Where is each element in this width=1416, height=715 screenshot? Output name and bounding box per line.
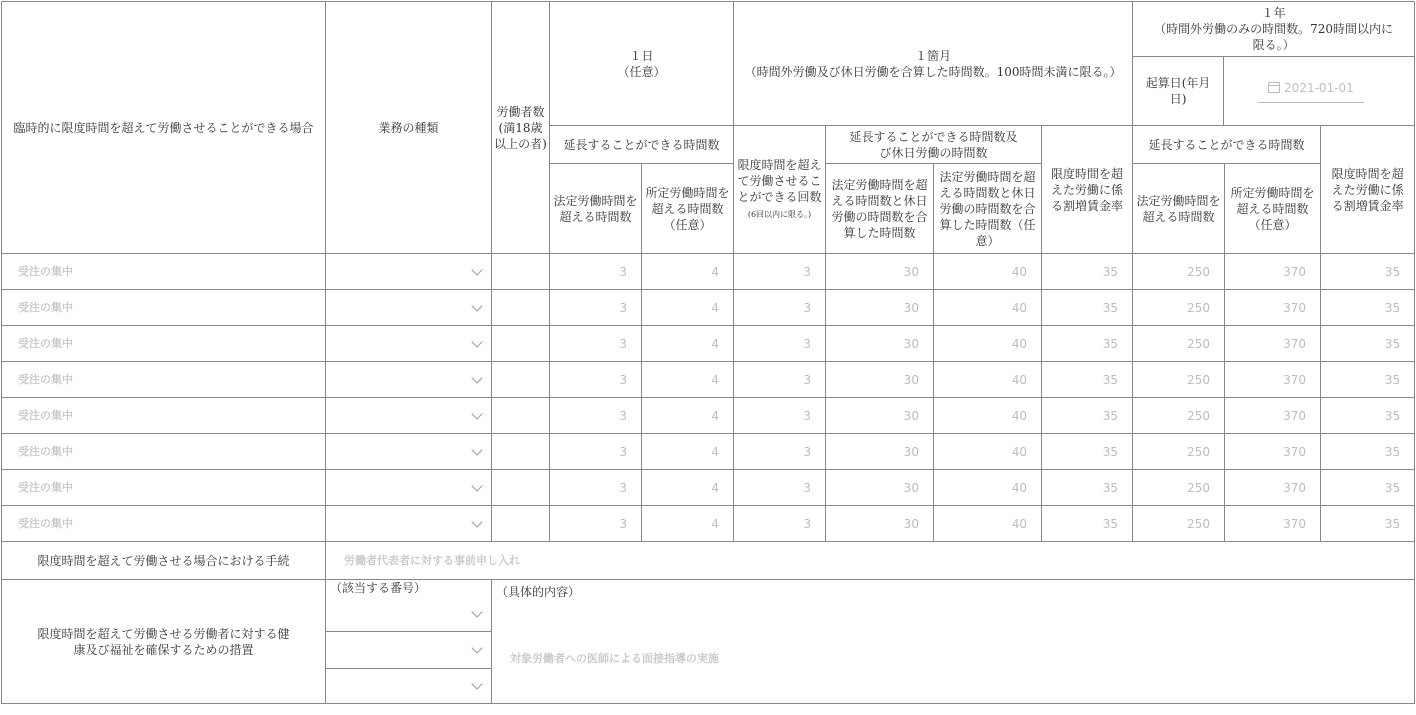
value-input-y-pres[interactable]: 370 bbox=[1225, 398, 1321, 434]
value-input-y-rate[interactable]: 35 bbox=[1321, 506, 1415, 542]
workers-input[interactable] bbox=[492, 290, 550, 326]
value-input-m-pres[interactable]: 40 bbox=[934, 290, 1042, 326]
table-row bbox=[2, 362, 1415, 398]
header-month-prescribed: 法定労働時間を超える時間数と休日労働の時間数を合算した時間数（任意） bbox=[934, 164, 1042, 254]
procedure-label: 限度時間を超えて労働させる場合における手続 bbox=[2, 542, 326, 580]
value-input-m-rate[interactable]: 35 bbox=[1042, 398, 1133, 434]
value-input-m-pres[interactable]: 40 bbox=[934, 470, 1042, 506]
health-number-label: （該当する番号） bbox=[330, 581, 427, 595]
workers-input[interactable] bbox=[492, 398, 550, 434]
value-input-y-pres[interactable]: 370 bbox=[1225, 254, 1321, 290]
overtime-agreement-table bbox=[1, 1, 1415, 704]
value-input-m-rate[interactable]: 35 bbox=[1042, 326, 1133, 362]
work-type-select[interactable] bbox=[326, 434, 492, 470]
work-type-select[interactable] bbox=[326, 470, 492, 506]
value-input-m-times[interactable]: 3 bbox=[734, 470, 826, 506]
value-input-y-rate[interactable]: 35 bbox=[1321, 398, 1415, 434]
value-input-m-times[interactable]: 3 bbox=[734, 434, 826, 470]
header-day-extend: 延長することができる時間数 bbox=[550, 126, 734, 164]
start-date-value: 2021-01-01 bbox=[1284, 80, 1354, 95]
value-input-m-pres[interactable]: 40 bbox=[934, 506, 1042, 542]
workers-input[interactable] bbox=[492, 470, 550, 506]
value-input-y-rate[interactable]: 35 bbox=[1321, 434, 1415, 470]
value-input-m-pres[interactable]: 40 bbox=[934, 326, 1042, 362]
workers-input[interactable] bbox=[492, 254, 550, 290]
case-input[interactable]: 受注の集中 bbox=[2, 290, 326, 326]
value-input-d-legal[interactable]: 3 bbox=[550, 362, 642, 398]
chevron-down-icon bbox=[471, 336, 482, 347]
work-type-select[interactable] bbox=[326, 254, 492, 290]
value-input-m-legal[interactable]: 30 bbox=[826, 434, 934, 470]
health-number-select-3[interactable] bbox=[326, 669, 492, 704]
value-input-y-legal[interactable]: 250 bbox=[1133, 290, 1225, 326]
value-input-d-legal[interactable]: 3 bbox=[550, 434, 642, 470]
table-row bbox=[2, 470, 1415, 506]
value-input-d-pres[interactable]: 4 bbox=[642, 254, 734, 290]
header-day-prescribed: 所定労働時間を超える時間数（任意） bbox=[642, 164, 734, 254]
health-detail-value: 対象労働者への医師による面接指導の実施 bbox=[510, 652, 719, 665]
chevron-down-icon bbox=[471, 606, 482, 617]
value-input-y-legal[interactable]: 250 bbox=[1133, 470, 1225, 506]
value-input-y-pres[interactable]: 370 bbox=[1225, 470, 1321, 506]
value-input-y-legal[interactable]: 250 bbox=[1133, 254, 1225, 290]
chevron-down-icon bbox=[471, 408, 482, 419]
table-row bbox=[2, 326, 1415, 362]
data-rows bbox=[2, 254, 1415, 542]
value-input-y-rate[interactable]: 35 bbox=[1321, 362, 1415, 398]
header-day-sub: （任意） bbox=[617, 64, 666, 79]
work-type-select[interactable] bbox=[326, 398, 492, 434]
value-input-m-rate[interactable]: 35 bbox=[1042, 470, 1133, 506]
case-input[interactable]: 受注の集中 bbox=[2, 434, 326, 470]
value-input-d-legal[interactable]: 3 bbox=[550, 290, 642, 326]
value-input-m-pres[interactable]: 40 bbox=[934, 434, 1042, 470]
value-input-m-rate[interactable]: 35 bbox=[1042, 506, 1133, 542]
case-input[interactable]: 受注の集中 bbox=[2, 326, 326, 362]
table-row bbox=[2, 398, 1415, 434]
chevron-down-icon bbox=[471, 642, 482, 653]
value-input-m-times[interactable]: 3 bbox=[734, 398, 826, 434]
case-input[interactable]: 受注の集中 bbox=[2, 398, 326, 434]
work-type-select[interactable] bbox=[326, 326, 492, 362]
work-type-select[interactable] bbox=[326, 290, 492, 326]
header-month-legal: 法定労働時間を超える時間数と休日労働の時間数を合算した時間数 bbox=[826, 164, 934, 254]
table-row bbox=[2, 506, 1415, 542]
health-number-select-2[interactable] bbox=[326, 632, 492, 669]
value-input-y-legal[interactable]: 250 bbox=[1133, 434, 1225, 470]
value-input-m-legal[interactable]: 30 bbox=[826, 398, 934, 434]
start-date-label: 起算日(年月日) bbox=[1133, 57, 1224, 125]
table-row bbox=[2, 290, 1415, 326]
case-input[interactable]: 受注の集中 bbox=[2, 362, 326, 398]
value-input-m-rate[interactable]: 35 bbox=[1042, 362, 1133, 398]
chevron-down-icon bbox=[471, 444, 482, 455]
value-input-y-pres[interactable]: 370 bbox=[1225, 290, 1321, 326]
value-input-d-pres[interactable]: 4 bbox=[642, 470, 734, 506]
value-input-d-legal[interactable]: 3 bbox=[550, 506, 642, 542]
header-work-type: 業務の種類 bbox=[326, 2, 492, 254]
case-input[interactable]: 受注の集中 bbox=[2, 254, 326, 290]
case-input[interactable]: 受注の集中 bbox=[2, 470, 326, 506]
value-input-m-legal[interactable]: 30 bbox=[826, 290, 934, 326]
work-type-select[interactable] bbox=[326, 506, 492, 542]
value-input-m-legal[interactable]: 30 bbox=[826, 254, 934, 290]
header-month bbox=[734, 2, 1133, 126]
value-input-m-times[interactable]: 3 bbox=[734, 290, 826, 326]
value-input-d-legal[interactable]: 3 bbox=[550, 326, 642, 362]
value-input-y-pres[interactable]: 370 bbox=[1225, 434, 1321, 470]
health-detail-input[interactable] bbox=[492, 580, 1415, 704]
procedure-input[interactable]: 労働者代表者に対する事前申し入れ bbox=[326, 542, 1415, 580]
value-input-d-legal[interactable]: 3 bbox=[550, 254, 642, 290]
value-input-y-legal[interactable]: 250 bbox=[1133, 398, 1225, 434]
calendar-icon bbox=[1268, 82, 1280, 93]
header-year-rate: 限度時間を超えた労働に係る割増賃金率 bbox=[1321, 126, 1415, 254]
header-year-legal: 法定労働時間を超える時間数 bbox=[1133, 164, 1225, 254]
workers-input[interactable] bbox=[492, 434, 550, 470]
header-month-rate: 限度時間を超えた労働に係る割増賃金率 bbox=[1042, 126, 1133, 254]
workers-input[interactable] bbox=[492, 326, 550, 362]
value-input-m-times[interactable]: 3 bbox=[734, 362, 826, 398]
health-number-select-1[interactable] bbox=[326, 580, 492, 632]
value-input-d-pres[interactable]: 4 bbox=[642, 326, 734, 362]
value-input-m-times[interactable]: 3 bbox=[734, 254, 826, 290]
value-input-m-rate[interactable]: 35 bbox=[1042, 434, 1133, 470]
value-input-y-legal[interactable]: 250 bbox=[1133, 362, 1225, 398]
value-input-d-pres[interactable]: 4 bbox=[642, 398, 734, 434]
chevron-down-icon bbox=[471, 300, 482, 311]
value-input-y-pres[interactable]: 370 bbox=[1225, 506, 1321, 542]
header-year bbox=[1133, 2, 1415, 126]
header-month-times bbox=[734, 126, 826, 254]
header-year-sub: （時間外労働のみの時間数。720時間以内に限る。） bbox=[1154, 22, 1394, 52]
value-input-m-pres[interactable]: 40 bbox=[934, 254, 1042, 290]
header-day bbox=[550, 2, 734, 126]
health-label: 限度時間を超えて労働させる労働者に対する健康及び福祉を確保するための措置 bbox=[2, 580, 326, 704]
value-input-y-pres[interactable]: 370 bbox=[1225, 326, 1321, 362]
header-day-legal: 法定労働時間を超える時間数 bbox=[550, 164, 642, 254]
value-input-m-rate[interactable]: 35 bbox=[1042, 290, 1133, 326]
value-input-y-rate[interactable]: 35 bbox=[1321, 326, 1415, 362]
header-month-times-text: 限度時間を超えて労働させることができる回数 bbox=[737, 157, 822, 204]
health-detail-label: （具体的内容） bbox=[496, 585, 581, 599]
value-input-d-legal[interactable]: 3 bbox=[550, 470, 642, 506]
header-year-prescribed: 所定労働時間を超える時間数（任意） bbox=[1225, 164, 1321, 254]
table-row bbox=[2, 434, 1415, 470]
header-year-title: １年 bbox=[1261, 6, 1286, 20]
chevron-down-icon bbox=[471, 480, 482, 491]
case-input[interactable]: 受注の集中 bbox=[2, 506, 326, 542]
header-case: 臨時的に限度時間を超えて労働させることができる場合 bbox=[2, 2, 326, 254]
value-input-d-legal[interactable]: 3 bbox=[550, 398, 642, 434]
value-input-m-pres[interactable]: 40 bbox=[934, 362, 1042, 398]
value-input-d-pres[interactable]: 4 bbox=[642, 434, 734, 470]
value-input-y-rate[interactable]: 35 bbox=[1321, 254, 1415, 290]
header-month-sub: （時間外労働及び休日労働を合算した時間数。100時間未満に限る。） bbox=[744, 64, 1122, 79]
header-workers: 労働者数(満18歳以上の者) bbox=[492, 2, 550, 254]
value-input-y-legal[interactable]: 250 bbox=[1133, 506, 1225, 542]
value-input-y-pres[interactable]: 370 bbox=[1225, 362, 1321, 398]
value-input-m-legal[interactable]: 30 bbox=[826, 470, 934, 506]
value-input-m-legal[interactable]: 30 bbox=[826, 362, 934, 398]
value-input-d-pres[interactable]: 4 bbox=[642, 506, 734, 542]
value-input-d-pres[interactable]: 4 bbox=[642, 290, 734, 326]
value-input-m-legal[interactable]: 30 bbox=[826, 506, 934, 542]
header-year-extend: 延長することができる時間数 bbox=[1133, 126, 1321, 164]
workers-input[interactable] bbox=[492, 362, 550, 398]
value-input-d-pres[interactable]: 4 bbox=[642, 362, 734, 398]
start-date-input[interactable] bbox=[1258, 80, 1364, 103]
value-input-m-rate[interactable]: 35 bbox=[1042, 254, 1133, 290]
chevron-down-icon bbox=[471, 372, 482, 383]
value-input-y-rate[interactable]: 35 bbox=[1321, 470, 1415, 506]
header-day-title: １日 bbox=[629, 48, 654, 63]
header-month-extend: 延長することができる時間数及び休日労働の時間数 bbox=[826, 126, 1042, 164]
chevron-down-icon bbox=[471, 516, 482, 527]
value-input-y-legal[interactable]: 250 bbox=[1133, 326, 1225, 362]
workers-input[interactable] bbox=[492, 506, 550, 542]
value-input-m-legal[interactable]: 30 bbox=[826, 326, 934, 362]
chevron-down-icon bbox=[471, 264, 482, 275]
work-type-select[interactable] bbox=[326, 362, 492, 398]
value-input-m-times[interactable]: 3 bbox=[734, 326, 826, 362]
header-month-title: １箇月 bbox=[915, 48, 952, 63]
header-month-times-note: (6回以内に限る。) bbox=[747, 209, 812, 219]
table-row bbox=[2, 254, 1415, 290]
value-input-y-rate[interactable]: 35 bbox=[1321, 290, 1415, 326]
chevron-down-icon bbox=[471, 678, 482, 689]
value-input-m-pres[interactable]: 40 bbox=[934, 398, 1042, 434]
value-input-m-times[interactable]: 3 bbox=[734, 506, 826, 542]
